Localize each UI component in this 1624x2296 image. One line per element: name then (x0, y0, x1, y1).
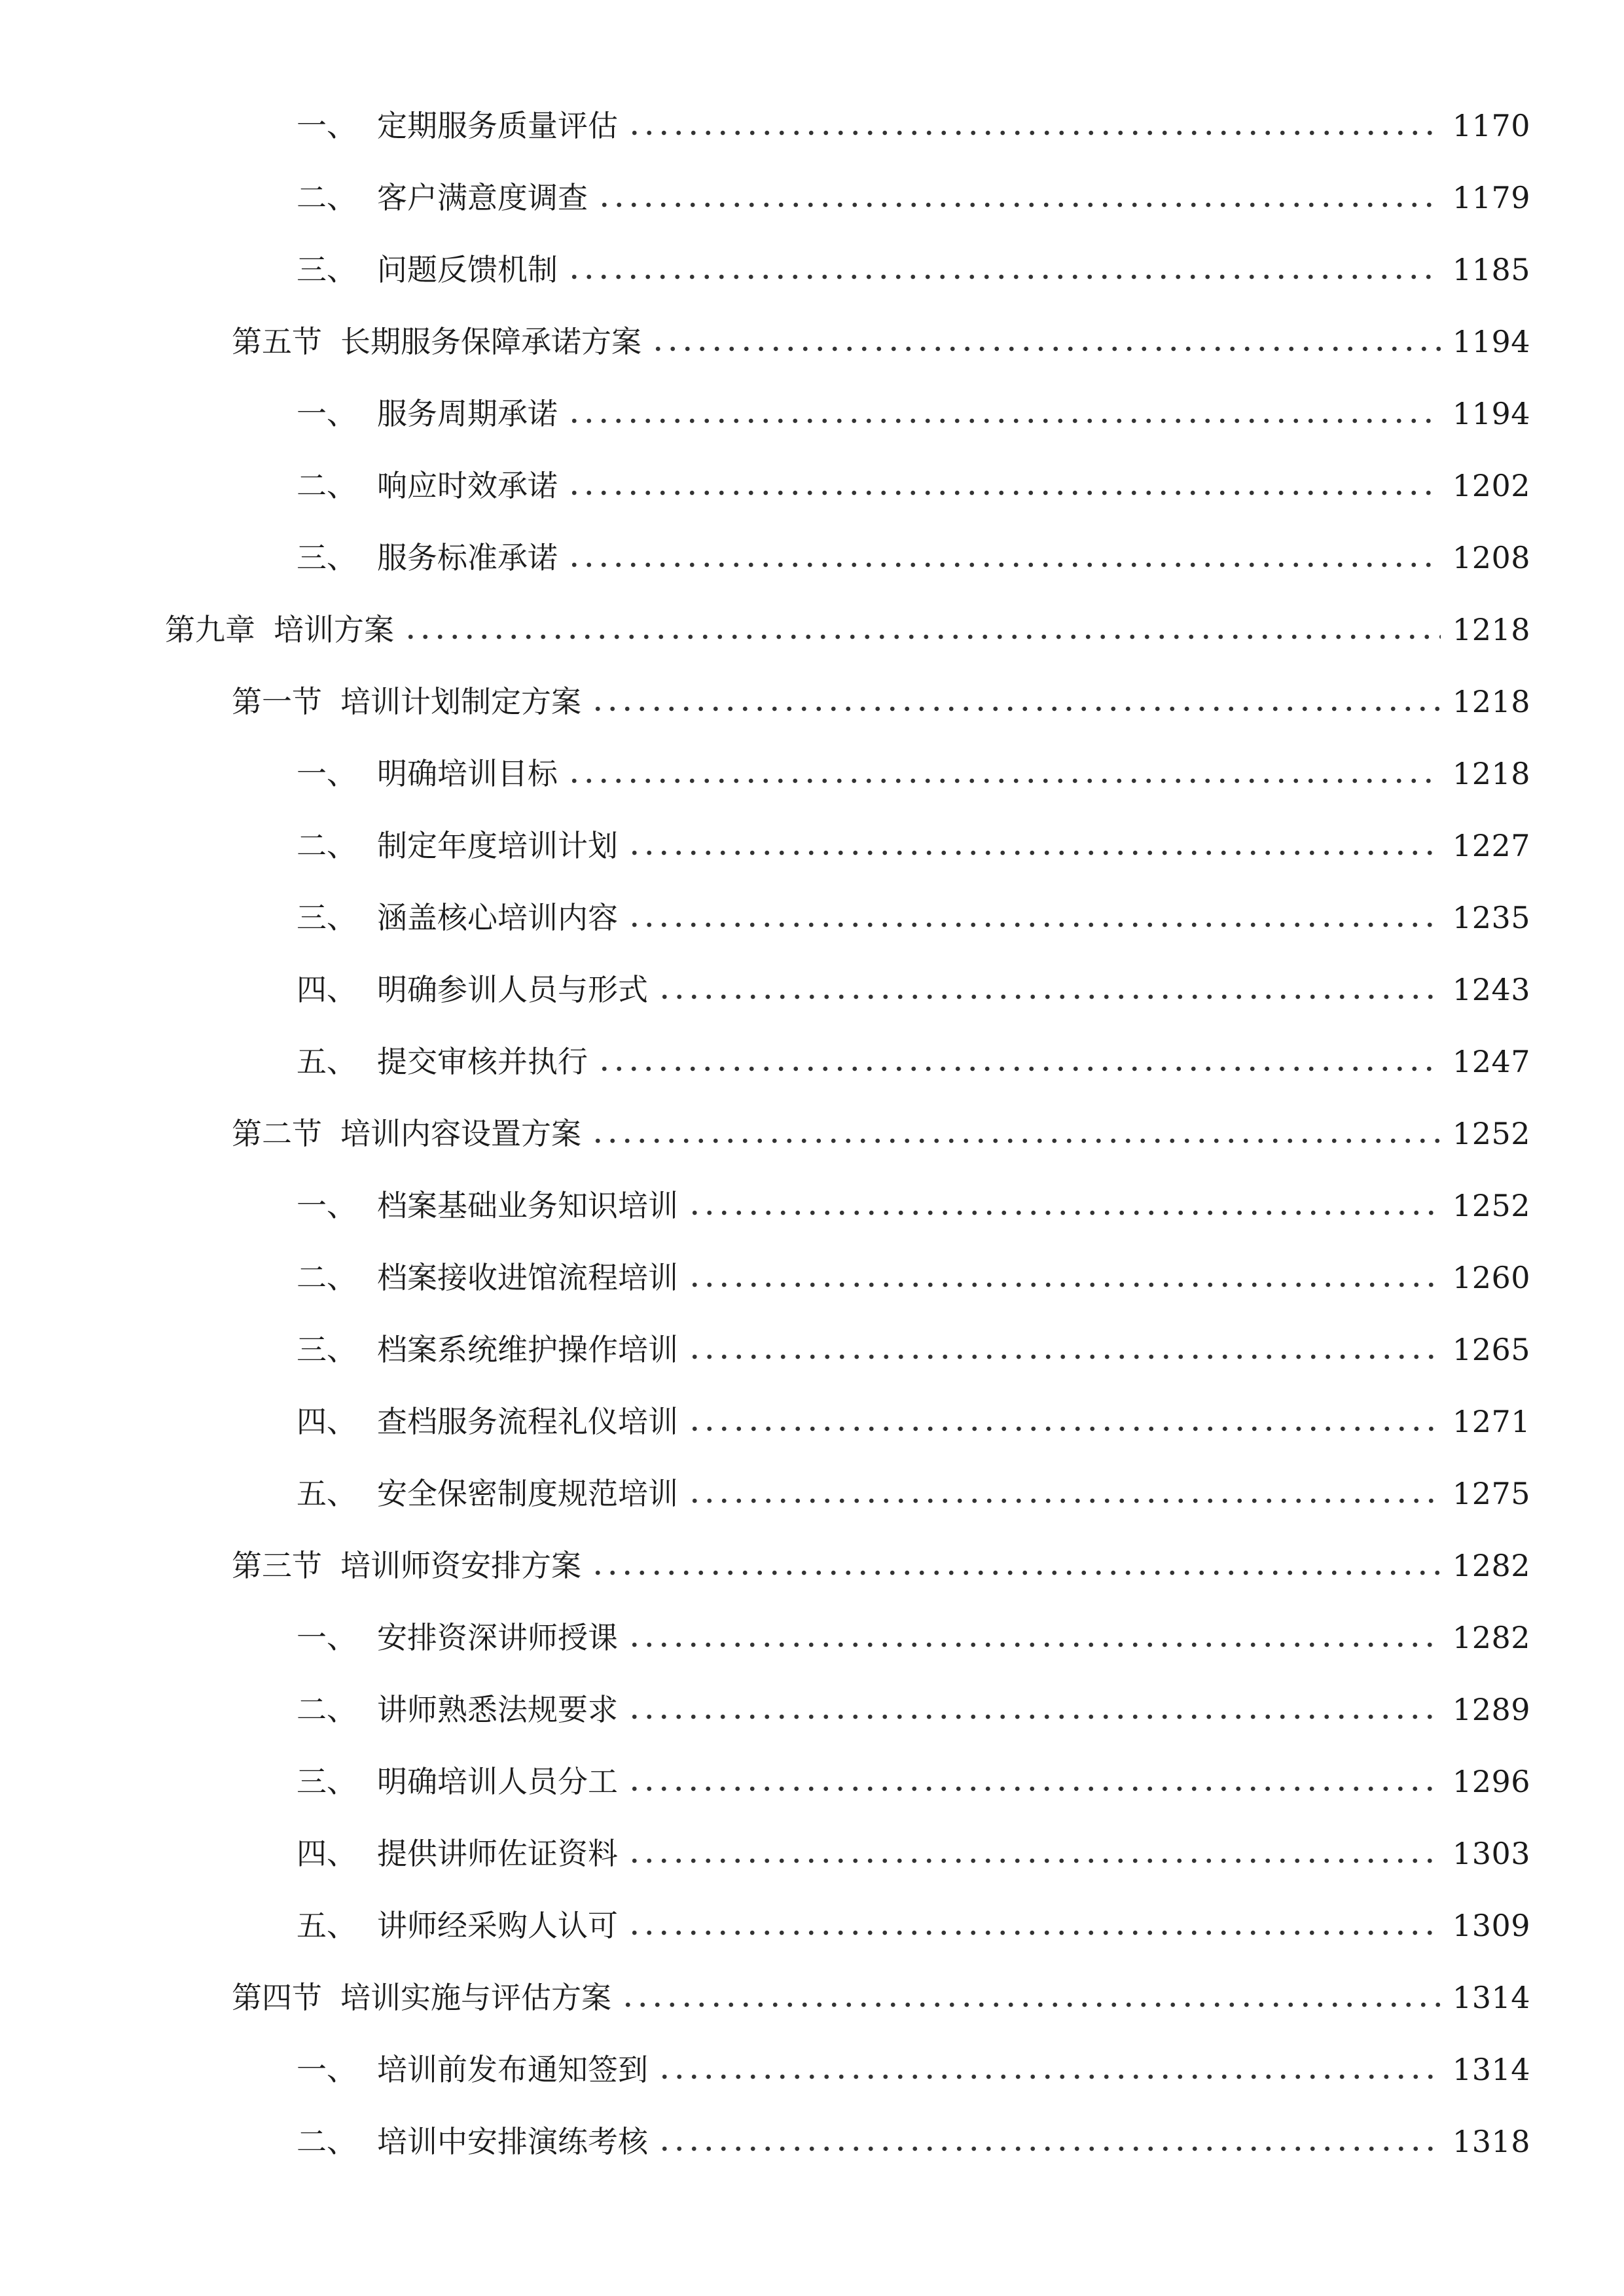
toc-entry-page: 1235 (1452, 900, 1530, 935)
toc-entry-title: 提交审核并执行 (377, 1044, 588, 1079)
toc-entry[interactable] (0, 453, 1624, 505)
toc-entry-page: 1289 (1452, 1692, 1530, 1727)
toc-entry-title: 档案基础业务知识培训 (377, 1188, 678, 1223)
toc-entry-page: 1185 (1452, 252, 1530, 287)
toc-entry[interactable] (0, 1461, 1624, 1513)
toc-entry-title: 客户满意度调查 (377, 180, 588, 215)
toc-entry-number: 四、 (297, 972, 357, 1007)
dot-leader (627, 847, 1441, 859)
dot-leader (657, 991, 1441, 1003)
dot-leader (657, 2071, 1441, 2083)
dot-leader (590, 703, 1441, 715)
toc-entry-number: 三、 (297, 1764, 357, 1799)
toc-section-title: 长期服务保障承诺方案 (340, 324, 641, 359)
toc-entry-number: 二、 (297, 1692, 357, 1727)
toc-entry-title: 制定年度培训计划 (377, 828, 618, 863)
toc-entry[interactable] (0, 1893, 1624, 1945)
dot-leader (597, 199, 1441, 211)
toc-entry-number: 二、 (297, 1260, 357, 1295)
toc-entry-title: 服务标准承诺 (377, 540, 558, 575)
toc-entry-title: 明确参训人员与形式 (377, 972, 648, 1007)
toc-section-number: 第四节 (232, 1980, 322, 2015)
toc-section-title: 培训内容设置方案 (340, 1116, 581, 1151)
toc-entry-title: 问题反馈机制 (377, 252, 558, 287)
toc-entry-title: 档案系统维护操作培训 (377, 1332, 678, 1367)
toc-section-number: 第二节 (232, 1116, 322, 1151)
toc-entry[interactable] (0, 381, 1624, 433)
toc-entry-number: 三、 (297, 900, 357, 935)
dot-leader (627, 1639, 1441, 1651)
toc-section-entry[interactable] (0, 309, 1624, 361)
toc-entry-number: 四、 (297, 1404, 357, 1439)
toc-section-number: 第三节 (232, 1548, 322, 1583)
toc-section-entry[interactable] (0, 1101, 1624, 1153)
dot-leader (621, 1999, 1441, 2011)
toc-entry[interactable] (0, 1389, 1624, 1441)
toc-entry[interactable] (0, 957, 1624, 1009)
toc-entry-title: 提供讲师佐证资料 (377, 1836, 618, 1871)
toc-entry-page: 1202 (1452, 468, 1530, 503)
toc-entry-page: 1275 (1452, 1476, 1530, 1511)
toc-entry-title: 培训前发布通知签到 (377, 2052, 648, 2087)
toc-entry-title: 档案接收进馆流程培训 (377, 1260, 678, 1295)
dot-leader (590, 1567, 1441, 1579)
toc-entry-page: 1282 (1452, 1548, 1530, 1583)
dot-leader (627, 1783, 1441, 1795)
dot-leader (597, 1063, 1441, 1075)
toc-entry-page: 1314 (1452, 1980, 1530, 2015)
toc-section-entry[interactable] (0, 669, 1624, 721)
toc-entry-page: 1208 (1452, 540, 1530, 575)
toc-entry[interactable] (0, 1677, 1624, 1729)
toc-entry-page: 1282 (1452, 1620, 1530, 1655)
toc-entry-number: 一、 (297, 2052, 357, 2087)
dot-leader (567, 559, 1441, 571)
toc-entry[interactable] (0, 813, 1624, 865)
toc-entry-title: 明确培训目标 (377, 756, 558, 791)
toc-entry-title: 涵盖核心培训内容 (377, 900, 618, 935)
toc-entry[interactable] (0, 1821, 1624, 1873)
toc-entry-page: 1318 (1452, 2124, 1530, 2159)
toc-entry-number: 二、 (297, 2124, 357, 2159)
toc-entry-title: 培训中安排演练考核 (377, 2124, 648, 2159)
toc-entry[interactable] (0, 93, 1624, 145)
dot-leader (567, 487, 1441, 499)
toc-entry-page: 1194 (1452, 396, 1530, 431)
toc-entry-page: 1303 (1452, 1836, 1530, 1871)
toc-entry[interactable] (0, 2037, 1624, 2089)
toc-chapter-entry[interactable] (0, 597, 1624, 649)
dot-leader (687, 1423, 1441, 1435)
dot-leader (627, 1855, 1441, 1867)
toc-entry[interactable] (0, 885, 1624, 937)
toc-entry-number: 二、 (297, 468, 357, 503)
dot-leader (567, 271, 1441, 283)
toc-entry-page: 1179 (1452, 180, 1530, 215)
toc-entry-number: 一、 (297, 108, 357, 143)
dot-leader (627, 1711, 1441, 1723)
toc-entry[interactable] (0, 237, 1624, 289)
toc-entry-page: 1218 (1452, 684, 1530, 719)
toc-entry[interactable] (0, 1605, 1624, 1657)
toc-entry-number: 三、 (297, 252, 357, 287)
toc-entry[interactable] (0, 1029, 1624, 1081)
toc-entry[interactable] (0, 1317, 1624, 1369)
dot-leader (651, 343, 1441, 355)
toc-entry-page: 1314 (1452, 2052, 1530, 2087)
toc-entry-number: 二、 (297, 828, 357, 863)
toc-entry-page: 1247 (1452, 1044, 1530, 1079)
toc-entry-number: 五、 (297, 1044, 357, 1079)
toc-entry-number: 三、 (297, 540, 357, 575)
toc-entry[interactable] (0, 165, 1624, 217)
toc-entry-page: 1252 (1452, 1188, 1530, 1223)
dot-leader (687, 1207, 1441, 1219)
toc-entry-title: 服务周期承诺 (377, 396, 558, 431)
toc-entry-page: 1296 (1452, 1764, 1530, 1799)
toc-entry-page: 1309 (1452, 1908, 1530, 1943)
toc-entry[interactable] (0, 741, 1624, 793)
toc-entry-number: 一、 (297, 1188, 357, 1223)
toc-entry-number: 五、 (297, 1908, 357, 1943)
toc-entry-page: 1218 (1452, 612, 1530, 647)
dot-leader (590, 1135, 1441, 1147)
toc-entry-page: 1243 (1452, 972, 1530, 1007)
toc-entry-page: 1260 (1452, 1260, 1530, 1295)
toc-entry-page: 1218 (1452, 756, 1530, 791)
toc-section-entry[interactable] (0, 1533, 1624, 1585)
dot-leader (567, 775, 1441, 787)
toc-entry-title: 明确培训人员分工 (377, 1764, 618, 1799)
toc-chapter-title: 培训方案 (274, 612, 394, 647)
dot-leader (403, 631, 1441, 643)
toc-chapter-number: 第九章 (165, 612, 255, 647)
toc-entry-title: 安排资深讲师授课 (377, 1620, 618, 1655)
dot-leader (627, 919, 1441, 931)
toc-entry-title: 讲师熟悉法规要求 (377, 1692, 618, 1727)
toc-entry-number: 五、 (297, 1476, 357, 1511)
toc-entry[interactable] (0, 1173, 1624, 1225)
toc-section-number: 第五节 (232, 324, 322, 359)
toc-entry-number: 一、 (297, 396, 357, 431)
toc-entry-title: 查档服务流程礼仪培训 (377, 1404, 678, 1439)
dot-leader (567, 415, 1441, 427)
toc-entry-title: 定期服务质量评估 (377, 108, 618, 143)
toc-entry-number: 四、 (297, 1836, 357, 1871)
toc-section-title: 培训计划制定方案 (340, 684, 581, 719)
toc-entry[interactable] (0, 525, 1624, 577)
dot-leader (657, 2143, 1441, 2155)
toc-entry-title: 讲师经采购人认可 (377, 1908, 618, 1943)
toc-entry-page: 1194 (1452, 324, 1530, 359)
toc-entry-title: 响应时效承诺 (377, 468, 558, 503)
toc-entry-page: 1265 (1452, 1332, 1530, 1367)
toc-entry[interactable] (0, 1245, 1624, 1297)
dot-leader (627, 1927, 1441, 1939)
toc-entry-title: 安全保密制度规范培训 (377, 1476, 678, 1511)
dot-leader (627, 127, 1441, 139)
toc-entry[interactable] (0, 1749, 1624, 1801)
dot-leader (687, 1351, 1441, 1363)
toc-entry-page: 1271 (1452, 1404, 1530, 1439)
toc-entry-number: 一、 (297, 756, 357, 791)
toc-entry-number: 三、 (297, 1332, 357, 1367)
dot-leader (687, 1495, 1441, 1507)
toc-entry-page: 1252 (1452, 1116, 1530, 1151)
dot-leader (687, 1279, 1441, 1291)
toc-entry-number: 二、 (297, 180, 357, 215)
toc-entry-page: 1227 (1452, 828, 1530, 863)
toc-section-title: 培训实施与评估方案 (340, 1980, 611, 2015)
toc-entry[interactable] (0, 2109, 1624, 2161)
toc-entry-page: 1170 (1452, 108, 1530, 143)
toc-section-entry[interactable] (0, 1965, 1624, 2017)
toc-section-number: 第一节 (232, 684, 322, 719)
toc-section-title: 培训师资安排方案 (340, 1548, 581, 1583)
toc-entry-number: 一、 (297, 1620, 357, 1655)
